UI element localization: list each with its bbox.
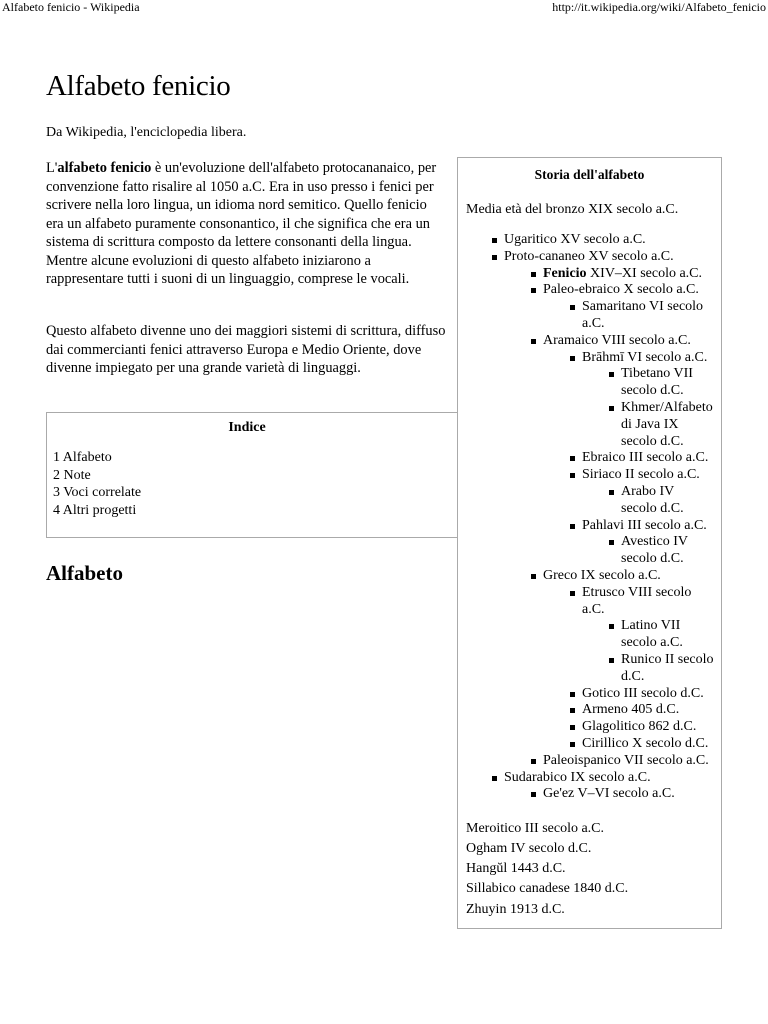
tree-item-level-1[interactable]: [504, 232, 714, 249]
tree-item-label: Samaritano VI secolo: [582, 299, 704, 315]
section-heading-alfabeto: Alfabeto: [46, 561, 123, 585]
infobox-other-1: Ogham IV secolo d.C.: [466, 841, 592, 856]
toc-item-alfabeto[interactable]: 1 Alfabeto: [53, 450, 112, 465]
infobox-title: Storia dell'alfabeto: [534, 167, 645, 182]
tree-item-label: secolo d.C.: [621, 500, 684, 516]
article-subtitle: Da Wikipedia, l'enciclopedia libera.: [46, 125, 247, 140]
tree-item-level-2[interactable]: [543, 753, 718, 770]
tree-item-label: Gotico III secolo d.C.: [582, 685, 704, 701]
second-paragraph: Questo alfabeto divenne uno dei maggiori sistemi di scrittura, diffuso dai commercianti fenici attraverso Europa e Medio Oriente, dove divenne impiegato per una grande varietà di linguaggi.: [46, 323, 446, 376]
tree-item-label: di Java IX: [621, 416, 679, 432]
tree-item-level-3[interactable]: [582, 702, 722, 719]
tree-item-level-3[interactable]: [582, 518, 722, 535]
infobox-other-0: Meroitico III secolo a.C.: [466, 821, 605, 836]
toc-item-note[interactable]: 2 Note: [53, 467, 91, 483]
tree-item-label: Paleoispanico VII secolo a.C.: [543, 752, 709, 768]
tree-item-label: Greco IX secolo a.C.: [543, 568, 661, 583]
tree-item-label: secolo a.C.: [621, 635, 683, 651]
tree-item-level-1[interactable]: [504, 770, 714, 787]
tree-item-label: Arabo IV: [621, 484, 675, 499]
tree-item-label: secolo d.C.: [621, 383, 684, 399]
tree-item-level-2[interactable]: [543, 282, 718, 299]
tree-item-label: Siriaco II secolo a.C.: [582, 467, 700, 483]
article-title: Alfabeto fenicio: [46, 70, 231, 102]
tree-item-level-2[interactable]: [543, 786, 718, 803]
tree-item-level-2[interactable]: [543, 568, 718, 585]
tree-item-label: secolo d.C.: [621, 551, 684, 567]
tree-item-level-4[interactable]: [621, 618, 721, 652]
tree-item-level-3[interactable]: [582, 350, 722, 367]
infobox-other-3: Sillabico canadese 1840 d.C.: [466, 881, 629, 896]
tree-item-label: Cirillico X secolo d.C.: [582, 736, 709, 751]
tree-item-label: secolo d.C.: [621, 433, 684, 449]
tree-item-label: Aramaico VIII secolo a.C.: [543, 332, 691, 348]
tree-item-level-4[interactable]: [621, 400, 721, 450]
tree-item-label: Ebraico III secolo a.C.: [582, 450, 709, 466]
toc-item-altri-progetti[interactable]: 4 Altri progetti: [53, 503, 137, 519]
tree-item-level-2[interactable]: [543, 266, 718, 283]
intro-term: alfabeto fenicio: [57, 160, 152, 176]
tree-item-level-2[interactable]: [543, 333, 718, 350]
tree-item-label: a.C.: [582, 601, 605, 617]
tree-item-label: Ge'ez V–VI secolo a.C.: [543, 786, 675, 802]
tree-item-label: Pahlavi III secolo a.C.: [582, 517, 707, 533]
tree-item-label: XIV–XI secolo a.C.: [586, 265, 703, 281]
tree-item-label: Sudarabico IX secolo a.C.: [504, 769, 651, 785]
header-url[interactable]: http://it.wikipedia.org/wiki/Alfabeto_fenicio: [552, 0, 766, 14]
tree-item-label: Glagolitico 862 d.C.: [582, 719, 697, 735]
infobox-other-2: Hangŭl 1443 d.C.: [466, 861, 566, 876]
intro-text: è un'evoluzione dell'alfabeto protocananaico, per convenzione fatto risalire al 1050 a.C. Era in uso presso i fenici per scrivere nella loro lingua, un idioma nord semitico. Quello fenicio era un alfabeto puramente consonantico, il che significa che era un sistema di scrittura composto da lettere consonanti della lingua. Mentre alcune evoluzioni di questo alfabeto iniziarono a rappresentare tutti i suoni di un linguaggio, comprese le vocali.: [46, 160, 437, 287]
tree-item-label: Tibetano VII: [621, 366, 693, 382]
toc-item-voci-correlate[interactable]: 3 Voci correlate: [53, 485, 142, 501]
tree-item-level-3[interactable]: [582, 736, 722, 753]
header-page-title: Alfabeto fenicio - Wikipedia: [2, 0, 140, 14]
tree-item-level-4[interactable]: [621, 366, 721, 400]
tree-item-label: Latino VII: [621, 618, 681, 634]
tree-item-level-3[interactable]: [582, 467, 722, 484]
tree-item-level-3[interactable]: [582, 719, 722, 736]
tree-item-label: Paleo-ebraico X secolo a.C.: [543, 282, 699, 298]
infobox-other-4: Zhuyin 1913 d.C.: [466, 902, 565, 917]
toc-list: [53, 449, 141, 520]
tree-item-level-3[interactable]: [582, 299, 722, 333]
tree-item-level-4[interactable]: [621, 652, 721, 686]
tree-item-level-3[interactable]: [582, 450, 722, 467]
tree-item-label: Armeno 405 d.C.: [582, 702, 680, 718]
tree-item-label: Ugaritico XV secolo a.C.: [504, 232, 646, 247]
tree-item-label: Proto-cananeo XV secolo a.C.: [504, 248, 674, 264]
tree-item-label: Avestico IV: [621, 534, 688, 550]
tree-item-level-4[interactable]: [621, 534, 721, 568]
tree-item-level-3[interactable]: [582, 585, 722, 619]
toc-title: Indice: [228, 420, 266, 435]
tree-item-label: Khmer/Alfabeto: [621, 400, 713, 415]
tree-item-bold-label: Fenicio: [543, 265, 587, 281]
intro-pre: L': [46, 160, 58, 176]
infobox-alphabet-history: [457, 157, 722, 929]
tree-item-label: Brāhmī VI secolo a.C.: [582, 349, 708, 365]
tree-item-level-1[interactable]: [504, 249, 714, 266]
infobox-intro: Media età del bronzo XIX secolo a.C.: [466, 202, 679, 217]
table-of-contents: [46, 412, 458, 538]
tree-item-level-3[interactable]: [582, 686, 722, 703]
tree-item-label: a.C.: [582, 315, 605, 331]
tree-item-label: Etrusco VIII secolo: [582, 584, 692, 600]
tree-item-label: Runico II secolo: [621, 652, 714, 667]
tree-item-label: d.C.: [621, 668, 645, 684]
tree-item-level-4[interactable]: [621, 484, 721, 518]
intro-paragraph: [46, 159, 446, 289]
